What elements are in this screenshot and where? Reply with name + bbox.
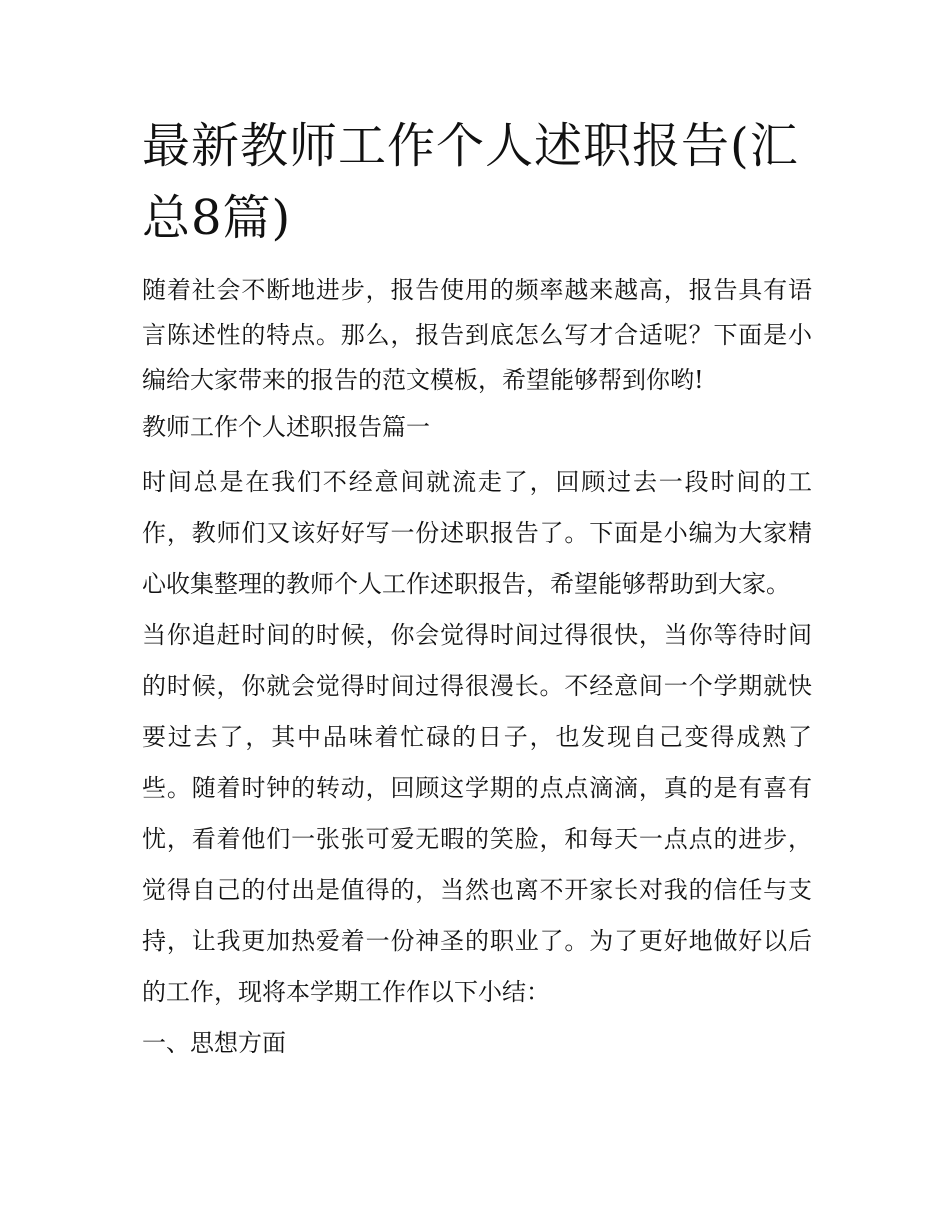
document-title: 最新教师工作个人述职报告(汇总8篇)	[142, 118, 799, 246]
intro-paragraph: 随着社会不断地进步，报告使用的频率越来越高，报告具有语言陈述性的特点。那么，报告到底怎么写才合适呢？下面是小编给大家带来的报告的范文模板，希望能够帮到你哟!	[142, 276, 812, 394]
body-paragraph-1: 时间总是在我们不经意间就流走了，回顾过去一段时间的工作，教师们又该好好写一份述职报告了。下面是小编为大家精心收集整理的教师个人工作述职报告，希望能够帮助到大家。	[142, 468, 812, 598]
section-title: 教师工作个人述职报告篇一	[142, 413, 430, 441]
document-page	[142, 110, 812, 1069]
body-paragraph-2: 当你追赶时间的时候，你会觉得时间过得很快，当你等待时间的时候，你就会觉得时间过得很漫长。不经意间一个学期就快要过去了，其中品味着忙碌的日子，也发现自己变得成熟了些。随着时钟的转动，回顾这学期的点点滴滴，真的是有喜有忧，看着他们一张张可爱无暇的笑脸，和每天一点点的进步，觉得自己的付出是值得的，当然也离不开家长对我的信任与支持，让我更加热爱着一份神圣的职业了。为了更好地做好以后的工作，现将本学期工作作以下小结：	[142, 621, 812, 1006]
subheading-thought: 一、思想方面	[142, 1029, 286, 1057]
